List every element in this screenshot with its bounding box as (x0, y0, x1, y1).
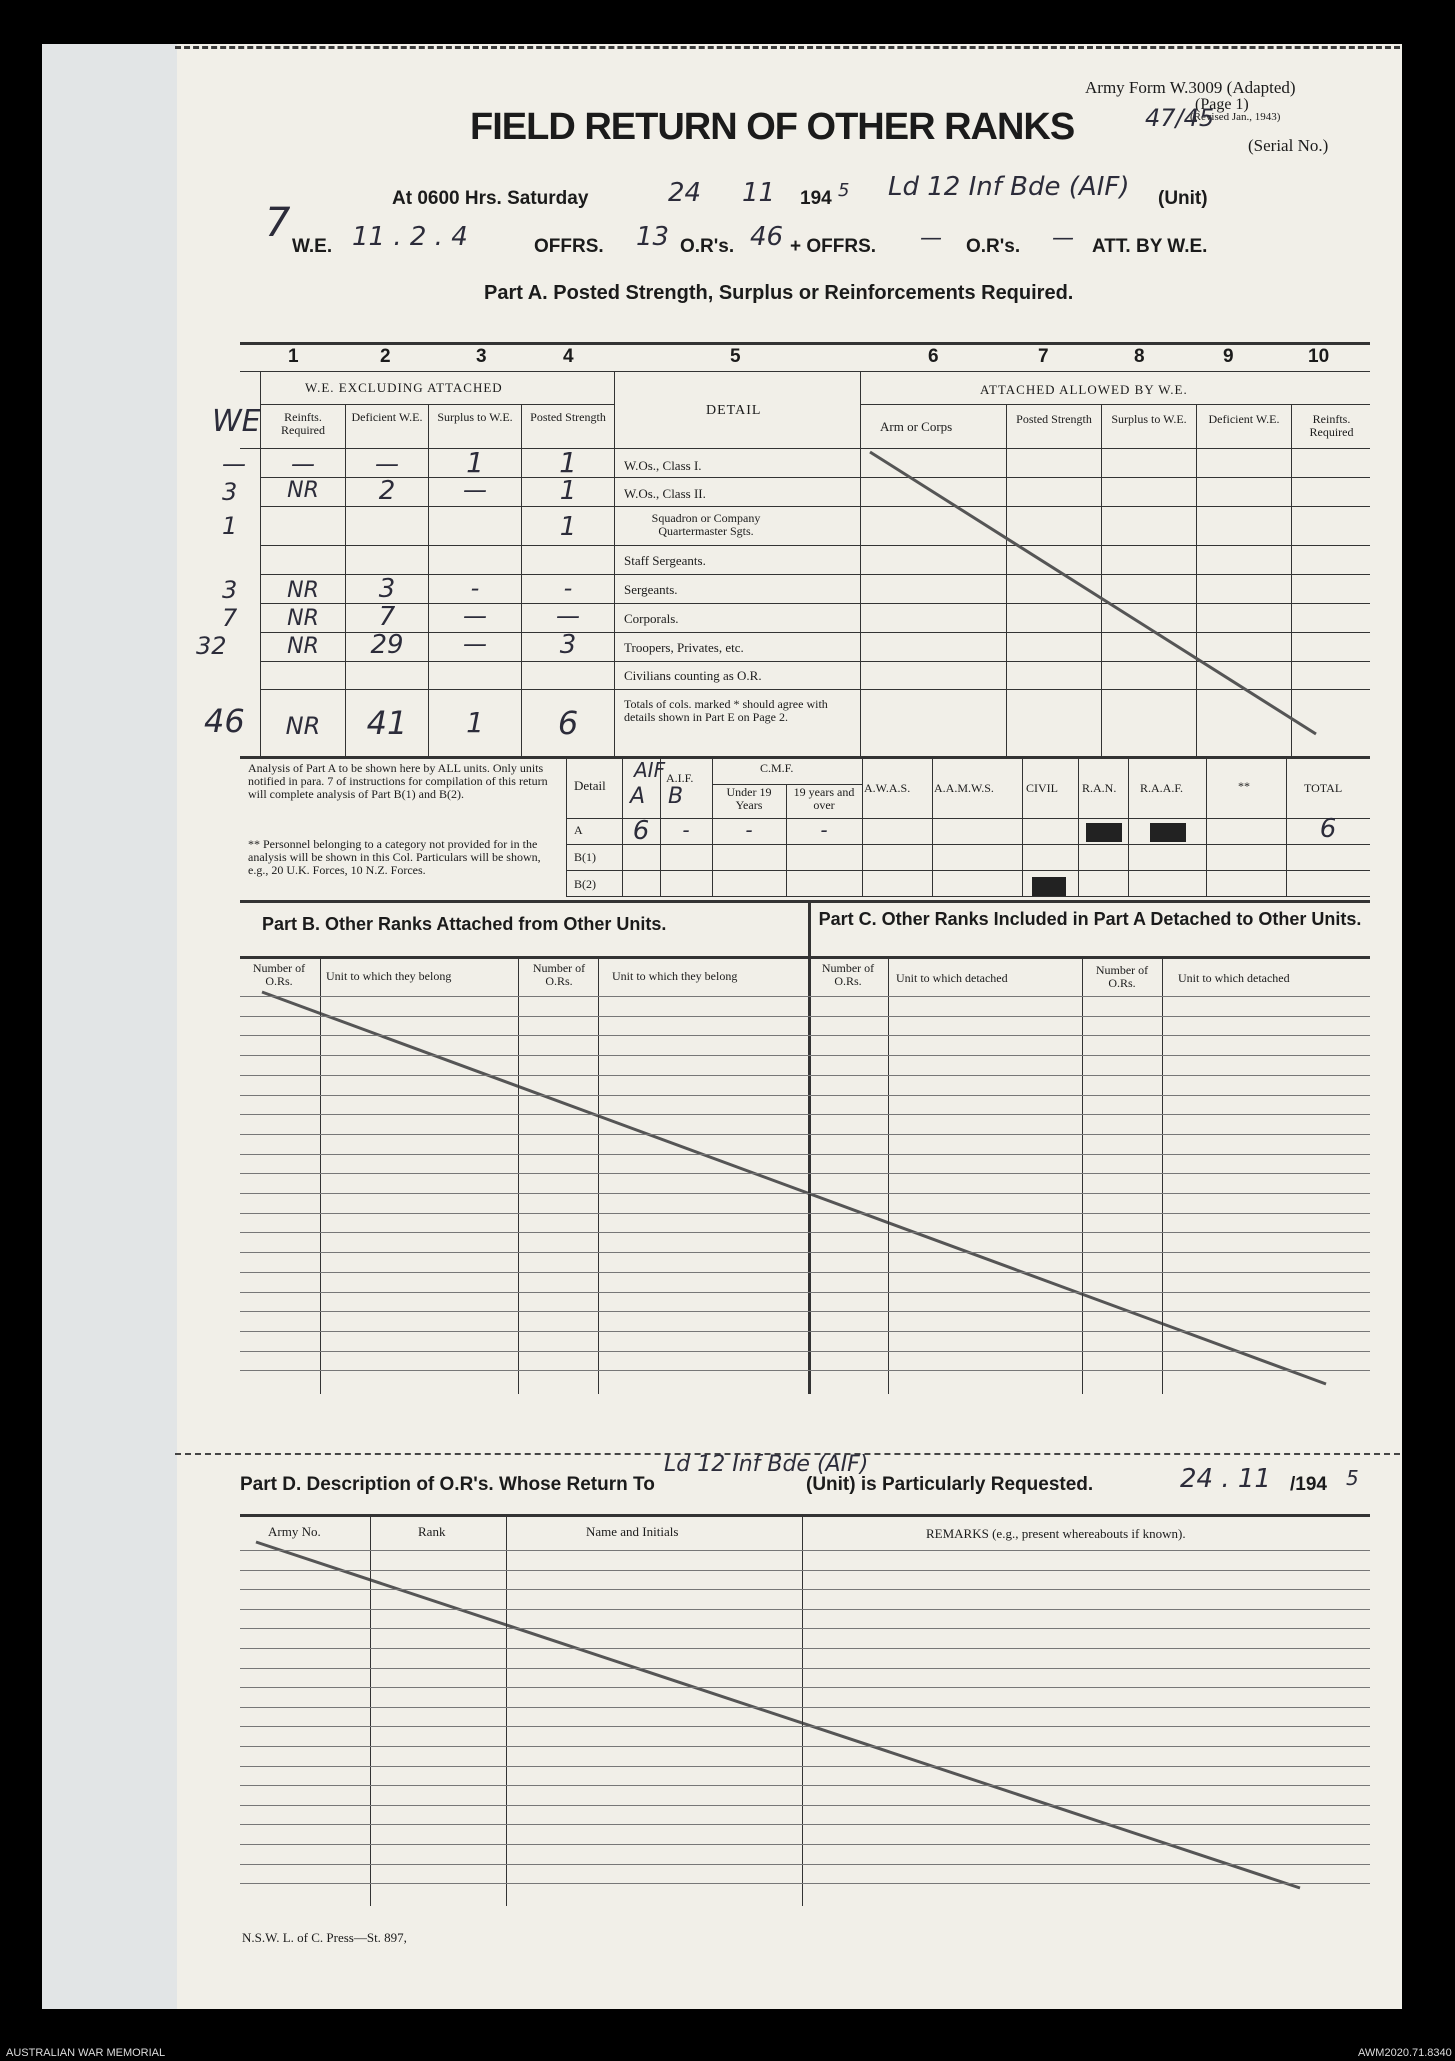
row-margin: 3 (222, 478, 238, 506)
analysis-cmf-header: C.M.F. (760, 761, 794, 775)
part-c-hdr-unit: Unit to which detached (896, 971, 1008, 985)
ruled-line (240, 996, 1370, 997)
part-bc-strike (262, 992, 1326, 1384)
row-surplus: 1 (466, 446, 484, 479)
ors-value: 46 (750, 222, 784, 252)
totals-margin: 46 (204, 702, 245, 740)
col-rule (320, 956, 321, 1394)
row-detail: Sergeants. (624, 582, 678, 597)
part-d-year: /194 (1290, 1474, 1327, 1495)
row-posted: - (563, 574, 573, 602)
date-day: 24 (668, 178, 702, 208)
ruled-line (240, 1589, 1370, 1590)
form-id: Army Form W.3009 (Adapted) (1085, 78, 1296, 97)
hdr-posted: Posted Strength (530, 410, 606, 424)
part-d-title-mid: (Unit) is Particularly Requested. (806, 1474, 1094, 1495)
ruled-line (240, 1726, 1370, 1727)
col-num-8: 8 (1134, 346, 1145, 367)
group-left-header: W.E. EXCLUDING ATTACHED (305, 380, 503, 395)
part-d-unit-handwritten: Ld 12 Inf Bde (AIF) (664, 1452, 869, 1477)
hdr-arm-corps: Arm or Corps (880, 419, 953, 434)
analysis-under19: Under 19 Years (726, 785, 772, 812)
plus-offrs-label: + OFFRS. (790, 236, 877, 257)
totals-posted: 6 (557, 704, 579, 742)
col-rule (1206, 756, 1207, 896)
rule (566, 870, 1370, 871)
part-b-hdr-unit: Unit to which they belong (326, 969, 452, 983)
part-d-hdr-name: Name and Initials (586, 1524, 679, 1539)
col-rule (1082, 956, 1083, 1394)
col-num-6: 6 (928, 346, 939, 367)
part-d-date-handwritten: 24 . 11 (1180, 1464, 1271, 1494)
row-reinfts: — (291, 450, 315, 478)
serial-value: 47/45 (1145, 104, 1215, 132)
analysis-detail-header: Detail (574, 778, 606, 793)
ruled-line (240, 1016, 1370, 1017)
col-num-1: 1 (288, 346, 299, 367)
ruled-line (240, 1292, 1370, 1293)
part-b-title: Part B. Other Ranks Attached from Other Units. (262, 914, 667, 934)
row-detail: Civilians counting as O.R. (624, 668, 762, 683)
ruled-line (240, 1687, 1370, 1688)
ruled-line (240, 1766, 1370, 1767)
part-d-title-start: Part D. Description of O.R's. Whose Return To (240, 1474, 655, 1495)
ruled-line (240, 1570, 1370, 1571)
ruled-line (240, 1213, 1370, 1214)
row-margin: 1 (222, 512, 238, 540)
serial-label: (Serial No.) (1248, 136, 1329, 155)
redaction-block (1032, 877, 1066, 896)
row-surplus: — (463, 602, 487, 630)
col-rule (802, 1514, 803, 1906)
detail-header: DETAIL (706, 403, 762, 418)
analysis-a-handwritten: A (630, 784, 646, 809)
year-prefix: 194 (800, 188, 832, 209)
we-label: W.E. (292, 236, 333, 257)
plus-offrs-value: — (920, 226, 942, 251)
page-number: (Page 1) (1195, 96, 1249, 113)
analysis-a-under19: - (745, 818, 753, 842)
row-margin: 32 (196, 632, 227, 660)
part-d-strike (256, 1542, 1300, 1888)
col-num-10: 10 (1308, 346, 1330, 367)
totals-reinfts: NR (285, 712, 321, 740)
row-posted: 1 (559, 446, 577, 479)
analysis-row-a-label: A (574, 823, 583, 837)
part-d-hdr-rank: Rank (418, 1524, 446, 1539)
part-a-strike (870, 452, 1316, 734)
analysis-a-over19: - (820, 818, 828, 842)
group-right-header: ATTACHED ALLOWED BY W.E. (980, 382, 1188, 397)
col-rule (566, 756, 567, 896)
analysis-a-aif-b: - (682, 818, 690, 842)
redaction-block (1086, 823, 1122, 842)
analysis-ran: R.A.N. (1082, 781, 1117, 795)
ors2-value: — (1052, 226, 1074, 251)
ruled-line (240, 1331, 1370, 1332)
row-detail: Corporals. (624, 611, 679, 626)
row-deficient: 29 (370, 630, 404, 660)
ruled-line (240, 1134, 1370, 1135)
analysis-a-aif-a: 6 (632, 816, 650, 846)
ruled-line (240, 1055, 1370, 1056)
ruled-line (240, 1785, 1370, 1786)
offrs-label: OFFRS. (534, 236, 604, 257)
rule (240, 956, 1370, 959)
totals-detail: Totals of cols. marked * should agree with details shown in Part E on Page 2. (624, 697, 828, 724)
ruled-line (240, 1232, 1370, 1233)
ruled-line (240, 1095, 1370, 1096)
part-c-title: Part C. Other Ranks Included in Part A Detached to Other Units. (818, 909, 1362, 929)
row-deficient: 3 (378, 574, 396, 604)
part-c-hdr-number-2: Number of O.Rs. (1095, 963, 1149, 990)
unit-value: Ld 12 Inf Bde (AIF) (888, 172, 1130, 202)
col-rule (1162, 956, 1163, 1394)
row-posted: 1 (559, 512, 577, 542)
part-d-hdr-remarks: REMARKS (e.g., present whereabouts if known). (926, 1526, 1186, 1541)
col-rule (932, 756, 933, 896)
hdr-att-posted: Posted Strength (1016, 412, 1092, 426)
col-rule (1128, 756, 1129, 896)
row-margin: 7 (222, 604, 238, 632)
row-posted: 1 (559, 476, 577, 506)
analysis-a-total: 6 (1319, 814, 1337, 844)
row-detail: Troopers, Privates, etc. (624, 640, 744, 655)
analysis-total: TOTAL (1304, 781, 1343, 795)
ruled-line (240, 1035, 1370, 1036)
col-num-4: 4 (563, 346, 574, 367)
analysis-aif-header: A.I.F. (666, 771, 694, 785)
ruled-line (240, 1193, 1370, 1194)
row-detail: W.Os., Class II. (624, 486, 706, 501)
offrs-value: 13 (636, 222, 670, 252)
ruled-line (240, 1173, 1370, 1174)
ruled-line (240, 1668, 1370, 1669)
hdr-att-deficient: Deficient W.E. (1208, 412, 1280, 426)
analysis-awas: A.W.A.S. (864, 781, 911, 795)
col-num-5: 5 (730, 346, 741, 367)
analysis-civil: CIVIL (1026, 781, 1058, 795)
rule (240, 1514, 1370, 1517)
ruled-line (240, 1114, 1370, 1115)
hdr-att-surplus: Surplus to W.E. (1111, 412, 1187, 426)
ruled-line (240, 1609, 1370, 1610)
analysis-other: ** (1238, 779, 1250, 793)
analysis-footnote: ** Personnel belonging to a category not provided for in the analysis will be shown in this Col. Particulars will be shown, e.g., 20 U.K. Forces, 10 N.Z. Forces. (248, 837, 541, 877)
ors2-label: O.R's. (966, 236, 1021, 257)
ruled-line (240, 1824, 1370, 1825)
part-c-hdr-number: Number of O.Rs. (821, 961, 875, 988)
margin-we-label: WE (212, 404, 261, 439)
col-rule (862, 756, 863, 896)
row-reinfts: NR (287, 634, 319, 659)
col-rule (370, 1514, 371, 1906)
row-reinfts: NR (287, 478, 319, 503)
ruled-line (240, 1370, 1370, 1371)
row-surplus: - (470, 574, 480, 602)
ors-label: O.R's. (680, 236, 735, 257)
part-a-title: Part A. Posted Strength, Surplus or Reinforcements Required. (484, 282, 1074, 304)
archive-credit: AUSTRALIAN WAR MEMORIAL (6, 2047, 166, 2059)
ruled-line (240, 1864, 1370, 1865)
hdr-deficient: Deficient W.E. (351, 410, 423, 424)
ruled-line (240, 1883, 1370, 1884)
form-title: FIELD RETURN OF OTHER RANKS (470, 106, 1075, 148)
col-num-7: 7 (1038, 346, 1049, 367)
row-detail: Staff Sergeants. (624, 553, 706, 568)
totals-surplus: 1 (466, 706, 484, 739)
row-reinfts: NR (287, 578, 319, 603)
row-detail: W.Os., Class I. (624, 458, 702, 473)
row-deficient: 2 (378, 476, 396, 506)
analysis-note: Analysis of Part A to be shown here by ALL units. Only units notified in para. 7 of instructions for compilation of this return will complete analysis of Part B(1) and B(2). (248, 761, 548, 801)
row-posted: 3 (559, 630, 577, 660)
rule (566, 844, 1370, 845)
we-prefix-handwritten: 7 (265, 200, 291, 246)
part-b-hdr-unit-2: Unit to which they belong (612, 969, 738, 983)
col-rule (888, 956, 889, 1394)
col-rule (1078, 756, 1079, 896)
archive-id: AWM2020.71.8340 (1358, 2047, 1452, 2059)
ruled-line (240, 1351, 1370, 1352)
hdr-att-reinfts: Reinfts. Required (1309, 412, 1354, 439)
col-rule (518, 956, 519, 1394)
row-reinfts: NR (287, 606, 319, 631)
date-month: 11 (742, 178, 776, 208)
rule (566, 896, 1370, 897)
analysis-row-b1-label: B(1) (574, 850, 596, 864)
att-label: ATT. BY W.E. (1092, 236, 1208, 257)
printer-imprint: N.S.W. L. of C. Press—St. 897, (242, 1930, 407, 1945)
col-num-3: 3 (476, 346, 487, 367)
part-c-hdr-unit-2: Unit to which detached (1178, 971, 1290, 985)
analysis-b-handwritten: B (668, 784, 684, 809)
ruled-line (240, 1707, 1370, 1708)
part-b-hdr-number-2: Number of O.Rs. (532, 961, 586, 988)
totals-deficient: 41 (366, 704, 408, 742)
row-posted: — (556, 602, 580, 630)
row-deficient: 7 (378, 602, 396, 632)
row-margin: 3 (222, 576, 238, 604)
ruled-line (240, 1252, 1370, 1253)
revised-date: (Revised Jan., 1943) (1190, 111, 1281, 123)
part-b-hdr-number: Number of O.Rs. (252, 961, 306, 988)
ruled-line (240, 1154, 1370, 1155)
row-margin: — (222, 450, 246, 478)
hdr-reinfts: Reinfts. Required (281, 410, 325, 437)
col-rule (598, 956, 599, 1394)
ruled-line (240, 1628, 1370, 1629)
analysis-raaf: R.A.A.F. (1140, 781, 1184, 795)
row-deficient: — (375, 450, 399, 478)
unit-label: (Unit) (1158, 188, 1208, 209)
col-num-2: 2 (380, 346, 391, 367)
col-rule (1022, 756, 1023, 896)
rule (240, 900, 1370, 903)
ruled-line (240, 1272, 1370, 1273)
hdr-surplus: Surplus to W.E. (437, 410, 513, 424)
ruled-line (240, 1648, 1370, 1649)
row-surplus: — (463, 630, 487, 658)
part-d-hdr-army-no: Army No. (268, 1524, 321, 1539)
ruled-line (240, 1805, 1370, 1806)
analysis-aamws: A.A.M.W.S. (934, 781, 994, 795)
ruled-line (240, 1075, 1370, 1076)
we-value: 11 . 2 . 4 (352, 222, 468, 252)
redaction-block (1150, 823, 1186, 842)
year-suffix: 5 (838, 180, 850, 201)
col-rule (506, 1514, 507, 1906)
analysis-over19: 19 years and over (793, 785, 855, 812)
at-label: At 0600 Hrs. Saturday (392, 188, 589, 209)
row-surplus: — (463, 476, 487, 504)
analysis-aif-handwritten: AIF (634, 758, 666, 782)
ruled-line (240, 1844, 1370, 1845)
ruled-line (240, 1550, 1370, 1551)
ruled-line (240, 1746, 1370, 1747)
analysis-row-b2-label: B(2) (574, 877, 596, 891)
row-detail: Squadron or Company Quartermaster Sgts. (651, 511, 761, 538)
col-num-9: 9 (1223, 346, 1234, 367)
ruled-line (240, 1311, 1370, 1312)
part-d-year-suffix: 5 (1346, 1466, 1359, 1490)
